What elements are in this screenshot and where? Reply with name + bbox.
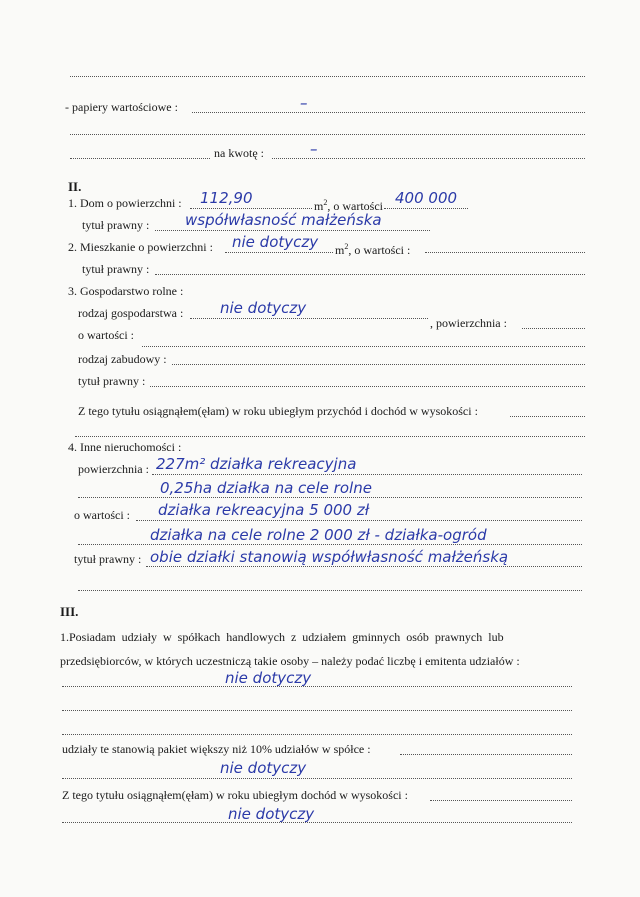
dom-title: współwłasność małżeńska — [185, 211, 382, 229]
zabudowa-label: rodzaj zabudowy : — [78, 352, 167, 366]
section3-answer-2: nie dotyczy — [220, 759, 307, 777]
inne-wartosc-1: działka rekreacyjna 5 000 zł — [158, 501, 370, 519]
gospodarstwo-title-label: tytuł prawny : — [78, 374, 146, 388]
dotted-line — [522, 328, 585, 329]
unit-sup: 2 — [323, 198, 328, 207]
dotted-line — [142, 346, 585, 347]
mieszkanie-area: nie dotyczy — [232, 233, 319, 251]
dotted-line — [152, 474, 582, 475]
kwota-label: na kwotę : — [214, 146, 264, 160]
dotted-line — [155, 230, 430, 231]
dotted-line — [150, 386, 585, 387]
inne-pow-2: 0,25ha działka na cele rolne — [160, 479, 372, 497]
dotted-line — [70, 76, 585, 77]
gospodarstwo-label: 3. Gospodarstwo rolne : — [68, 284, 184, 298]
mieszkanie-unit — [335, 240, 410, 257]
dotted-line — [70, 158, 210, 159]
dotted-line — [192, 112, 585, 113]
dotted-line — [78, 497, 582, 498]
section3-para-line-2: przedsiębiorców, w których uczestniczą takie osoby – należy podać liczbę i emitenta udziałów : — [60, 654, 520, 668]
dotted-line — [75, 436, 585, 437]
dotted-line — [78, 544, 582, 545]
dom-value: 400 000 — [395, 189, 458, 207]
inne-pow-label: powierzchnia : — [78, 462, 149, 476]
inne-pow-1: 227m² działka rekreacyjna — [156, 455, 357, 473]
dotted-line — [225, 252, 333, 253]
inne-title: obie działki stanowią współwłasność małżeńską — [150, 548, 509, 566]
dotted-line — [272, 158, 585, 159]
dotted-line — [62, 778, 572, 779]
dotted-line — [155, 274, 585, 275]
dotted-line — [62, 710, 572, 711]
mieszkanie-title-label: tytuł prawny : — [82, 262, 150, 276]
inne-label: 4. Inne nieruchomości : — [68, 440, 182, 454]
inne-wartosc-label: o wartości : — [74, 508, 130, 522]
papiery-value: – — [300, 94, 308, 112]
section3-answer-1: nie dotyczy — [225, 669, 312, 687]
pakiet-label: udziały te stanowią pakiet większy niż 10% udziałów w spółce : — [62, 742, 371, 756]
section3-answer-3: nie dotyczy — [228, 805, 315, 823]
section-heading: III. — [60, 604, 79, 619]
dotted-line — [430, 800, 572, 801]
section-heading: II. — [68, 179, 82, 194]
dotted-line — [400, 754, 572, 755]
dotted-line — [425, 252, 585, 253]
dotted-line — [62, 822, 572, 823]
unit-m: m — [314, 199, 324, 213]
unit-m: m — [335, 243, 345, 257]
inne-title-label: tytuł prawny : — [74, 552, 142, 566]
dotted-line — [78, 590, 582, 591]
unit-sup: 2 — [344, 242, 349, 251]
gospodarstwo-income-label: Z tego tytułu osiągnąłem(ęłam) w roku ubiegłym przychód i dochód w wysokości : — [78, 404, 478, 418]
section3-para-line-1: 1.Posiadam udziały w spółkach handlowych z udziałem gminnych osób prawnych lub — [60, 630, 504, 644]
dom-value-label: , o wartości — [327, 199, 383, 213]
gospodarstwo-wartosc-label: o wartości : — [78, 328, 134, 342]
dom-label: 1. Dom o powierzchni : — [68, 196, 182, 210]
dotted-line — [190, 318, 428, 319]
dotted-line — [384, 208, 468, 209]
dotted-line — [62, 686, 572, 687]
rodzaj-value: nie dotyczy — [220, 299, 307, 317]
papiery-label: - papiery wartościowe : — [65, 100, 178, 114]
dotted-line — [510, 416, 585, 417]
inne-wartosc-2: działka na cele rolne 2 000 zł - działka-ogród — [150, 526, 487, 544]
mieszkanie-value-label: , o wartości : — [348, 243, 411, 257]
dotted-line — [136, 520, 582, 521]
dom-title-label: tytuł prawny : — [82, 218, 150, 232]
dochod-label: Z tego tytułu osiągnąłem(ęłam) w roku ubiegłym dochód w wysokości : — [62, 788, 408, 802]
rodzaj-label: rodzaj gospodarstwa : — [78, 306, 184, 320]
gospodarstwo-pow-label: , powierzchnia : — [430, 316, 507, 330]
kwota-value: – — [310, 140, 318, 158]
dotted-line — [190, 208, 312, 209]
dotted-line — [62, 734, 572, 735]
dotted-line — [172, 364, 585, 365]
dotted-line — [146, 566, 582, 567]
mieszkanie-label: 2. Mieszkanie o powierzchni : — [68, 240, 213, 254]
dom-area: 112,90 — [200, 189, 253, 207]
dotted-line — [70, 134, 585, 135]
